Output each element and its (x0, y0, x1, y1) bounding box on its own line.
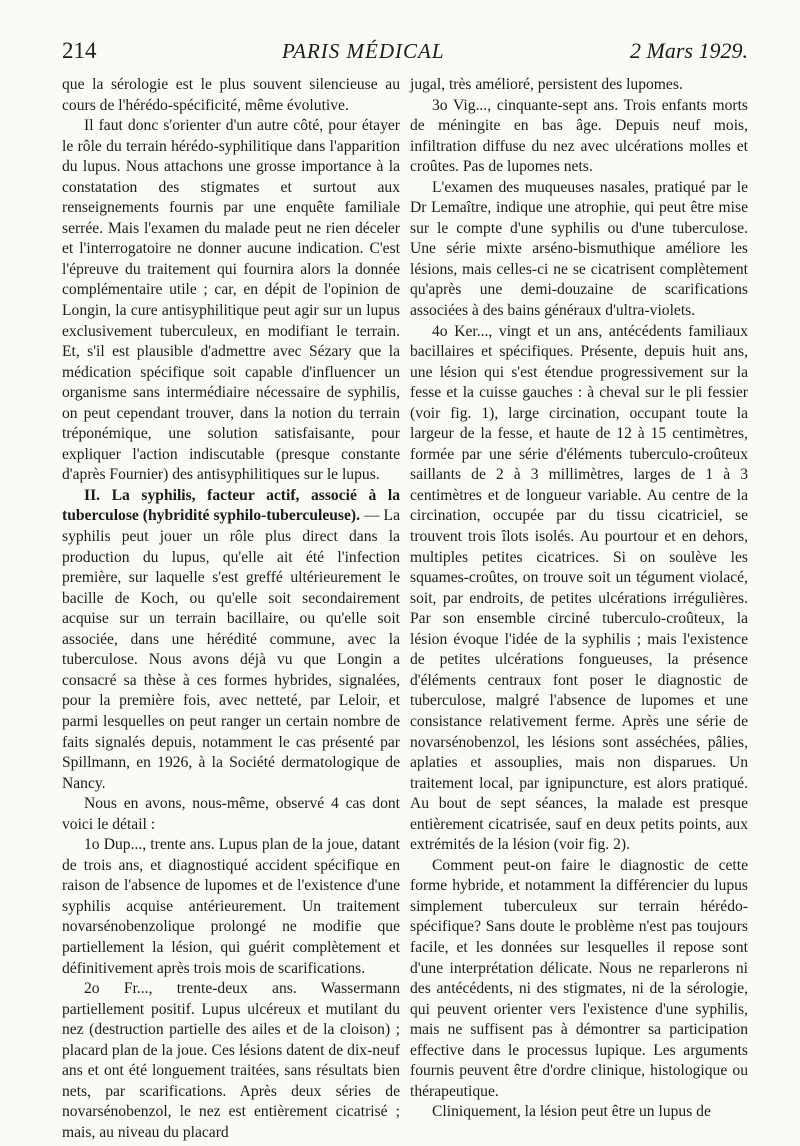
issue-date: 2 Mars 1929. (630, 38, 748, 63)
paragraph: Comment peut-on faire le diagnostic de cette forme hybride, et notamment la différencier du lupus simplement tuberculeux sur terrain hérédo-spécifique? Sans doute le problème n'est pas toujours facile, et les données sur lesquelles il repose sont d'une interprétation délicate. Nous ne reparlerons ni des antécédents, ni des stigmates, ni de la sérologie, qui peuvent orienter vers l'existence d'une syphilis, mais ne suffisent pas à démontrer sa participation effective dans le processus lupique. Les arguments fournis peuvent être d'ordre clinique, histologique ou thérapeutique. (410, 856, 748, 1100)
section-heading: II. La syphilis, facteur actif, associé à la tuberculose (hybridité syphilo-tuberculeuse). (62, 486, 400, 525)
section-paragraph (62, 486, 400, 794)
left-column (62, 75, 400, 1143)
page-header (62, 38, 748, 68)
case-paragraph: 2o Fr..., trente-deux ans. Wassermann partiellement positif. Lupus ulcéreux et mutilant du nez (destruction partielle des ailes et de la cloison) ; placard plan de la joue. Ces lésions datent de dix-neuf ans et ont été longuement traitées, sans résultats bien nets, par scarifications. Après deux séries de novarsénobenzol, le nez est entièrement cicatrisé ; mais, au niveau du placard (62, 980, 400, 1141)
paragraph: Nous en avons, nous-même, observé 4 cas dont voici le détail : (62, 795, 400, 833)
page-number: 214 (62, 38, 97, 63)
case-paragraph: 3o Vig..., cinquante-sept ans. Trois enfants morts de méningite en bas âge. Depuis neuf mois, infiltration diffuse du nez avec ulcérations molles et croûtes. Pas de lupomes nets. (410, 96, 748, 176)
paragraph: L'examen des muqueuses nasales, pratiqué par le Dr Lemaître, indique une atrophie, qui peut être mise sur le compte d'une syphilis ou d'une tuberculose. Une série mixte arséno-bismuthique améliore les lésions, mais celles-ci ne se cicatrisent complètement qu'après une demi-douzaine de scarifications associées à des bains généraux d'ultra-violets. (410, 178, 748, 320)
paragraph: Cliniquement, la lésion peut être un lupus de (432, 1103, 711, 1121)
right-column (410, 75, 748, 1123)
paragraph: Il faut donc s'orienter d'un autre côté, pour étayer le rôle du terrain hérédo-syphilitique dans l'apparition du lupus. Nous attachons une grosse importance à la constatation des stigmates et surtout aux renseignements fournis par une enquête familiale serrée. Mais l'examen du malade peut ne rien déceler et l'interrogatoire ne donner aucune indication. C'est l'épreuve du traitement qui fournira alors la donnée complémentaire utile ; car, en dépit de l'opinion de Longin, la cure antisyphilitique peut agir sur un lupus exclusivement tuberculeux, en modifiant le terrain. Et, s'il est plausible d'admettre avec Sézary que la médication spécifique soit capable d'influencer un organisme sans intermédiaire nécessaire de syphilis, on peut cependant trouver, dans la notion du terrain tréponémique, une solution satisfaisante, pour expliquer l'action indiscutable (presque constante d'après Fournier) des antisyphilitiques sur le lupus. (62, 117, 400, 484)
journal-title: PARIS MÉDICAL (282, 39, 445, 63)
case-paragraph: 1o Dup..., trente ans. Lupus plan de la joue, datant de trois ans, et diagnostiqué accident spécifique en raison de l'absence de lupomes et de l'existence d'une syphilis acquise antérieurement. Un traitement novarsénobenzolique prolongé ne modifie que partiellement la lésion, qui guérit complètement et définitivement après trois mois de scarifications. (62, 836, 400, 977)
paragraph: jugal, très amélioré, persistent des lupomes. (410, 76, 683, 93)
paragraph: que la sérologie est le plus souvent silencieuse au cours de l'hérédo-spécificité, même évolutive. (62, 76, 400, 114)
section-text: — La syphilis peut jouer un rôle plus direct dans la production du lupus, qu'elle ait été l'infection première, sur laquelle s'est greffé ultérieurement le bacille de Koch, ou qu'elle soit secondairement acquise sur un terrain bacillaire, ou qu'elle soit associée, dans une hérédité commune, avec la tuberculose. Nous avons déjà vu que Longin a consacré sa thèse à ces formes hybrides, signalées, pour la première fois, avec netteté, par Leloir, et parmi lesquelles on peut ranger un certain nombre de faits signalés depuis, notamment le cas présenté par Spillmann, en 1926, à la Société dermatologique de Nancy. (62, 507, 400, 792)
case-paragraph: 4o Ker..., vingt et un ans, antécédents familiaux bacillaires et spécifiques. Présente, depuis huit ans, une lésion qui s'est étendue progressivement sur la fesse et la cuisse gauches : à cheval sur le pli fessier (voir fig. 1), large circination, occupant toute la largeur de la fesse, et haute de 12 à 15 centimètres, formée par une série d'éléments tuberculo-croûteux saillants de 2 à 3 millimètres, larges de 1 à 3 centimètres et de longueur variable. Au centre de la circination, occupée par du tissu cicatriciel, se trouvent trois îlots isolés. Au pourtour et en dehors, multiples petites cicatrices. Si on soulève les squames-croûtes, on trouve soit un tégument violacé, soit, par endroits, de petites ulcérations irrégulières. Par son ensemble circiné tuberculo-croûteux, la lésion évoque l'idée de la syphilis ; mais l'existence de petites ulcérations fongueuses, la présence d'éléments centraux font poser le diagnostic de tuberculose, malgré l'absence de lupomes et une consistance relativement ferme. Après une série de novarsénobenzol, les lésions sont asséchées, pâlies, aplaties et assouplies, mais non disparues. Un traitement local, par ignipuncture, est alors pratiqué. Au bout de sept séances, la malade est presque entièrement cicatrisée, sauf en deux petits points, aux extrémités de la lésion (voir fig. 2). (410, 322, 748, 854)
